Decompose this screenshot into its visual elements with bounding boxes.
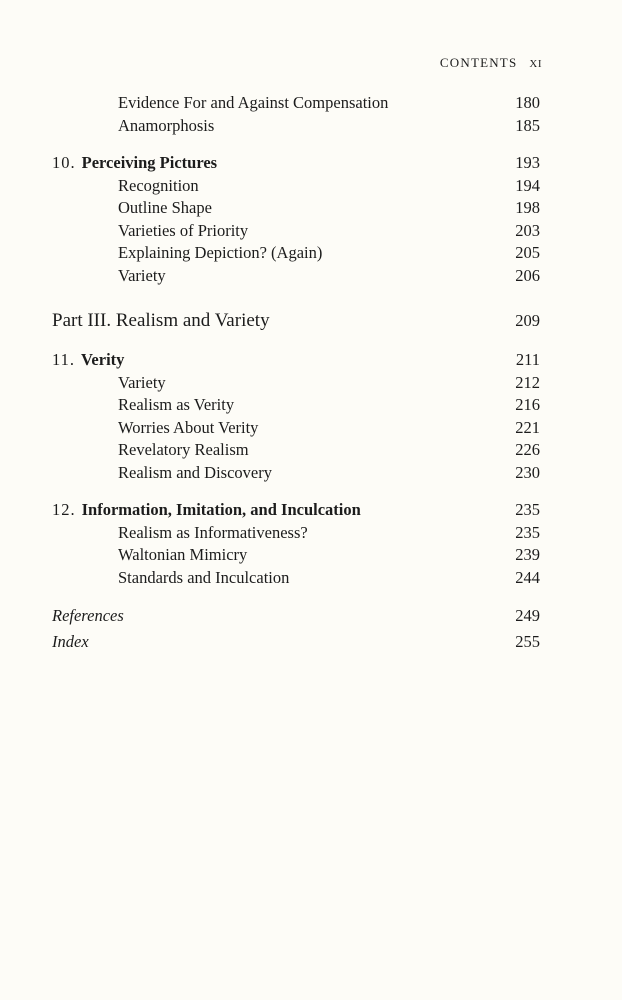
toc-entry[interactable] [52, 242, 540, 265]
chapter-number: 10. [52, 153, 76, 172]
toc-entry-page: 180 [515, 93, 540, 112]
toc-entry[interactable] [52, 220, 540, 243]
toc-entry[interactable] [52, 394, 540, 417]
toc-references[interactable] [52, 603, 540, 629]
part-title: Part III. Realism and Variety [52, 310, 270, 331]
toc-entry-page: 203 [515, 220, 540, 240]
chapter-title: Perceiving Pictures [81, 153, 218, 172]
toc-entry[interactable] [52, 197, 540, 220]
toc-entry-page: 235 [515, 500, 540, 519]
toc-entry-page: 249 [515, 606, 540, 625]
chapter-number: 11. [52, 350, 76, 369]
toc-entry[interactable] [52, 439, 540, 462]
toc-entry-title: Anamorphosis [118, 115, 215, 135]
toc-entry-page: 216 [515, 395, 540, 414]
chapter-number: 12. [52, 500, 76, 519]
toc-entry[interactable] [52, 462, 540, 485]
chapter-title: Verity [81, 350, 125, 369]
toc-entry-page: 211 [515, 350, 540, 369]
toc-entry-title: Evidence For and Against Compensation [118, 93, 389, 112]
toc-entry-title: Outline Shape [118, 198, 212, 217]
toc-entry-title: Standards and Inculcation [118, 567, 290, 587]
toc-entry-page: 255 [515, 632, 540, 651]
toc-entry[interactable] [52, 544, 540, 567]
toc-entry[interactable] [52, 522, 540, 545]
toc-entry-page: 205 [515, 243, 540, 262]
toc-entry-page: 239 [515, 545, 540, 564]
toc-entry-page: 235 [515, 522, 540, 542]
toc-entry-title: Varieties of Priority [118, 220, 249, 240]
toc-entry-page: 185 [515, 115, 540, 135]
toc-entry-page: 193 [515, 153, 540, 172]
chapter-title: Information, Imitation, and Inculcation [81, 500, 361, 519]
toc-entry-page: 209 [515, 311, 540, 330]
page-folio: xi [529, 54, 542, 71]
toc-entry[interactable] [52, 372, 540, 395]
toc-entry-title: Variety [118, 372, 166, 392]
toc-entry-title: Worries About Verity [118, 417, 259, 437]
running-head-label: CONTENTS [439, 55, 518, 70]
toc-part-3[interactable] [52, 308, 540, 334]
toc-chapter-10[interactable] [52, 152, 540, 175]
toc-entry-page: 194 [515, 175, 540, 195]
toc-entry-page: 212 [515, 372, 540, 392]
toc-entry[interactable] [52, 115, 540, 138]
toc-entry[interactable] [52, 175, 540, 198]
toc-entry-page: 206 [515, 265, 540, 285]
toc-entry[interactable] [52, 92, 540, 115]
toc-entry-page: 230 [515, 462, 540, 482]
toc-entry-title: Variety [118, 265, 166, 285]
toc-chapter-11[interactable] [52, 349, 540, 372]
toc-entry[interactable] [52, 567, 540, 590]
toc-entry-page: 226 [515, 440, 540, 459]
toc-entry-title: Realism as Informativeness? [118, 522, 308, 542]
toc-chapter-12[interactable] [52, 499, 540, 522]
toc-entry-title: References [52, 606, 124, 625]
toc-entry-title: Explaining Depiction? (Again) [118, 243, 323, 262]
toc-entry-page: 244 [515, 567, 540, 587]
table-of-contents [52, 92, 540, 655]
running-head [440, 54, 542, 72]
toc-index[interactable] [52, 629, 540, 655]
toc-entry-title: Recognition [118, 175, 199, 195]
toc-entry[interactable] [52, 417, 540, 440]
toc-entry-page: 198 [515, 198, 540, 217]
toc-entry[interactable] [52, 265, 540, 288]
toc-entry-page: 221 [515, 417, 540, 437]
toc-entry-title: Index [52, 632, 89, 651]
toc-entry-title: Realism and Discovery [118, 462, 272, 482]
toc-entry-title: Realism as Verity [118, 395, 235, 414]
toc-entry-title: Revelatory Realism [118, 440, 249, 459]
toc-entry-title: Waltonian Mimicry [118, 545, 248, 564]
